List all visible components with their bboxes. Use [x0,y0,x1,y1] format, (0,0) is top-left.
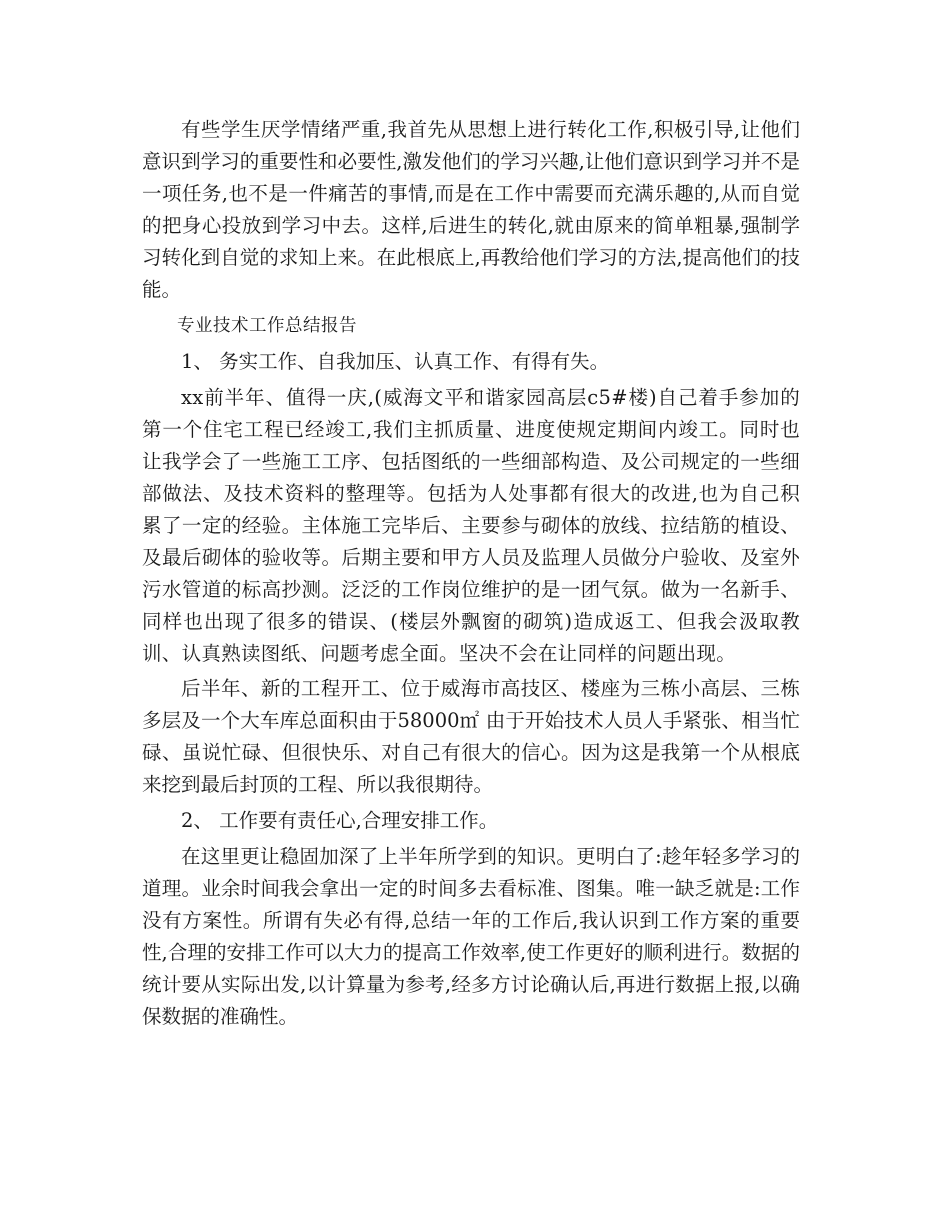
section-title: 专业技术工作总结报告 [177,316,357,336]
paragraph-first-half-year: xx前半年、值得一庆,(威海文平和谐家园高层c5#楼)自己着手参加的第一个住宅工程已经竣工,我们主抓质量、进度使规定期间内竣工。同时也让我学会了一些施工工序、包括图纸的一些细部构造、及公司规定的一些细部做法、及技术资料的整理等。包括为人处事都有很大的改进,也为自己积累了一定的经验。主体施工完毕后、主要参与砌体的放线、拉结筋的植设、及最后砌体的验收等。后期主要和甲方人员及监理人员做分户验收、及室外污水管道的标高抄测。泛泛的工作岗位维护的是一团气氛。做为一名新手、同样也出现了很多的错误、(楼层外飘窗的砌筑)造成返工、但我会汲取教训、认真熟读图纸、问题考虑全面。坚决不会在让同样的问题出现。 [142,386,800,665]
paragraph-second-half-year: 后半年、新的工程开工、位于威海市高技区、楼座为三栋小高层、三栋多层及一个大车库总面积由于58000㎡ 由于开始技术人员人手紧张、相当忙碌、虽说忙碌、但很快乐、对自己有很大的信心。因为这是我第一个从根底来挖到最后封顶的工程、所以我很期待。 [142,677,800,796]
list-item-1: 1、 务实工作、自我加压、认真工作、有得有失。 [181,350,610,373]
list-item-2: 2、 工作要有责任心,合理安排工作。 [181,809,499,832]
document-body [142,114,800,1033]
paragraph-student-transformation: 有些学生厌学情绪严重,我首先从思想上进行转化工作,积极引导,让他们意识到学习的重要性和必要性,激发他们的学习兴趣,让他们意识到学习并不是一项任务,也不是一件痛苦的事情,而是在工作中需要而充满乐趣的,从而自觉的把身心投放到学习中去。这样,后进生的转化,就由原来的简单粗暴,强制学习转化到自觉的求知上来。在此根底上,再教给他们学习的方法,提高他们的技能。 [142,118,800,301]
paragraph-responsibility: 在这里更让稳固加深了上半年所学到的知识。更明白了:趁年轻多学习的道理。业余时间我会拿出一定的时间多去看标准、图集。唯一缺乏就是:工作没有方案性。所谓有失必有得,总结一年的工作后,我认识到工作方案的重要性,合理的安排工作可以大力的提高工作效率,使工作更好的顺利进行。数据的统计要从实际出发,以计算量为参考,经多方讨论确认后,再进行数据上报,以确保数据的准确性。 [142,845,800,1028]
